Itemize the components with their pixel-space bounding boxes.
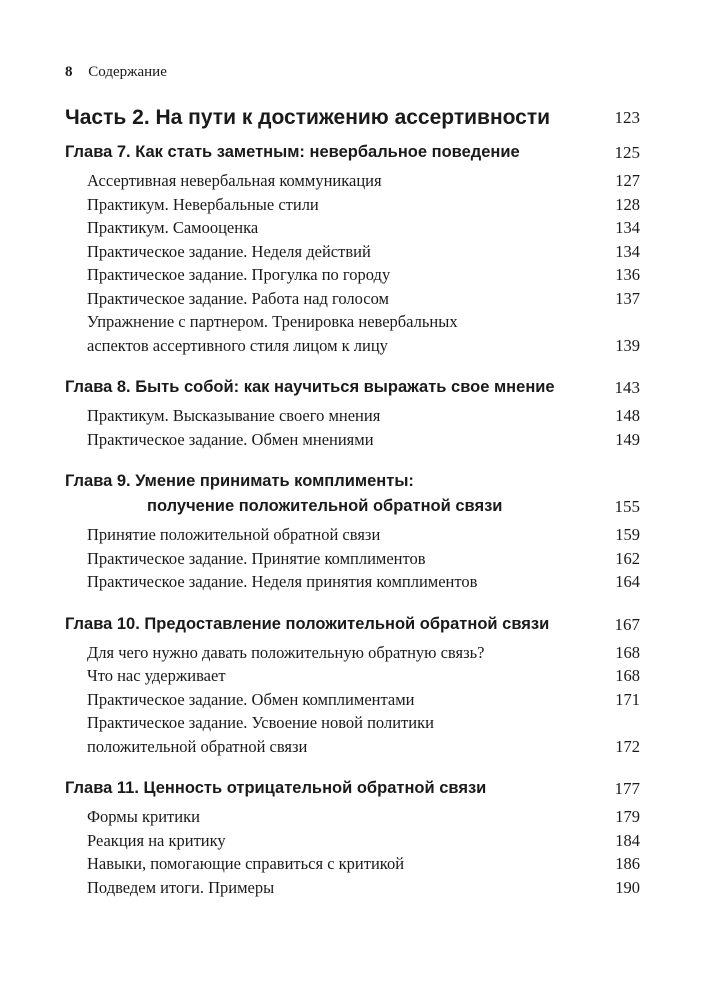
entry-title: Что нас удерживает	[87, 666, 226, 685]
entry-title: Практическое задание. Неделя действий	[87, 241, 371, 261]
toc-entry	[65, 876, 640, 900]
entry-page: 134	[615, 241, 640, 261]
entry-title: Формы критики	[87, 807, 200, 826]
table-of-contents	[65, 104, 640, 899]
toc-entry	[65, 240, 640, 264]
entry-title: аспектов ассертивного стиля лицом к лицу	[87, 335, 388, 355]
chapter-title: Глава 9. Умение принимать комплименты:	[65, 472, 414, 490]
spacer	[65, 357, 640, 375]
entry-title: Практическое задание. Неделя принятия комплиментов	[87, 572, 478, 591]
chapter-title-continued: получение положительной обратной связи	[147, 497, 503, 515]
entry-title: Для чего нужно давать положительную обратную связь?	[87, 642, 485, 662]
entry-title: Практическое задание. Работа над голосом	[87, 288, 390, 308]
entry-title: Практическое задание. Обмен мнениями	[87, 429, 374, 449]
entry-page: 171	[615, 689, 640, 709]
toc-entry	[65, 570, 640, 594]
entry-page: 186	[615, 854, 640, 873]
entry-page: 137	[615, 288, 640, 308]
toc-entry	[65, 169, 640, 193]
entry-page: 168	[615, 642, 640, 662]
entry-page: 127	[615, 171, 640, 190]
spacer	[65, 758, 640, 776]
toc-entry	[65, 664, 640, 688]
entry-title: Практикум. Высказывание своего мнения	[87, 406, 381, 425]
toc-entry	[65, 263, 640, 287]
toc-entry	[65, 310, 640, 357]
chapter-page: 177	[614, 779, 640, 798]
entry-title: Реакция на критику	[87, 830, 226, 850]
toc-entry	[65, 711, 640, 758]
entry-page: 148	[615, 406, 640, 425]
spacer	[65, 451, 640, 469]
entry-page: 136	[615, 265, 640, 284]
entry-page: 162	[615, 548, 640, 568]
chapter-title: Глава 7. Как стать заметным: невербальное поведение	[65, 143, 520, 161]
chapter-title: Глава 11. Ценность отрицательной обратной связи	[65, 779, 487, 797]
toc-entry	[65, 829, 640, 853]
entry-page: 159	[615, 525, 640, 544]
entry-page: 134	[615, 218, 640, 237]
toc-entry	[65, 428, 640, 452]
entry-page: 190	[615, 877, 640, 897]
spacer	[65, 594, 640, 612]
entry-title: положительной обратной связи	[87, 736, 308, 756]
chapter-page: 143	[614, 378, 640, 397]
entry-title: Практическое задание. Прогулка по городу	[87, 265, 391, 284]
entry-title: Принятие положительной обратной связи	[87, 525, 381, 544]
running-head	[65, 64, 167, 81]
entry-page: 139	[615, 335, 640, 355]
entry-title: Подведем итоги. Примеры	[87, 877, 275, 897]
part-heading	[65, 104, 640, 132]
chapter-heading	[65, 612, 640, 637]
toc-entry	[65, 547, 640, 571]
entry-page: 164	[615, 572, 640, 591]
entry-title: Ассертивная невербальная коммуникация	[87, 171, 382, 190]
chapter-heading	[65, 375, 640, 400]
chapter-heading	[65, 140, 640, 165]
toc-entry	[65, 193, 640, 217]
chapter-page: 155	[614, 497, 640, 516]
chapter-heading	[65, 469, 640, 519]
entry-page: 128	[615, 194, 640, 214]
part-title: Часть 2. На пути к достижению ассертивности	[65, 106, 551, 129]
part-page: 123	[614, 108, 640, 127]
entry-title: Практикум. Невербальные стили	[87, 194, 319, 214]
entry-page: 179	[615, 807, 640, 826]
entry-page: 168	[615, 666, 640, 685]
page-number: 8	[65, 64, 73, 80]
section-title: Содержание	[88, 64, 167, 80]
entry-title: Практическое задание. Обмен комплиментами	[87, 689, 415, 709]
chapter-page: 167	[614, 614, 640, 634]
entry-page: 184	[615, 830, 640, 850]
entry-page: 149	[615, 429, 640, 449]
toc-entry	[65, 216, 640, 240]
chapter-page: 125	[614, 143, 640, 162]
toc-entry	[65, 523, 640, 547]
toc-entry	[65, 287, 640, 311]
spacer	[65, 132, 640, 140]
entry-title: Практическое задание. Принятие комплиментов	[87, 548, 426, 568]
entry-title: Упражнение с партнером. Тренировка невербальных	[87, 312, 458, 331]
chapter-title: Глава 10. Предоставление положительной обратной связи	[65, 614, 550, 633]
entry-page: 172	[615, 736, 640, 756]
toc-entry	[65, 805, 640, 829]
toc-entry	[65, 852, 640, 876]
toc-entry	[65, 641, 640, 665]
entry-title: Практическое задание. Усвоение новой политики	[87, 713, 434, 732]
toc-entry	[65, 688, 640, 712]
entry-title: Навыки, помогающие справиться с критикой	[87, 854, 405, 873]
toc-entry	[65, 404, 640, 428]
chapter-heading	[65, 776, 640, 801]
entry-title: Практикум. Самооценка	[87, 218, 259, 237]
chapter-title: Глава 8. Быть собой: как научиться выражать свое мнение	[65, 378, 555, 396]
